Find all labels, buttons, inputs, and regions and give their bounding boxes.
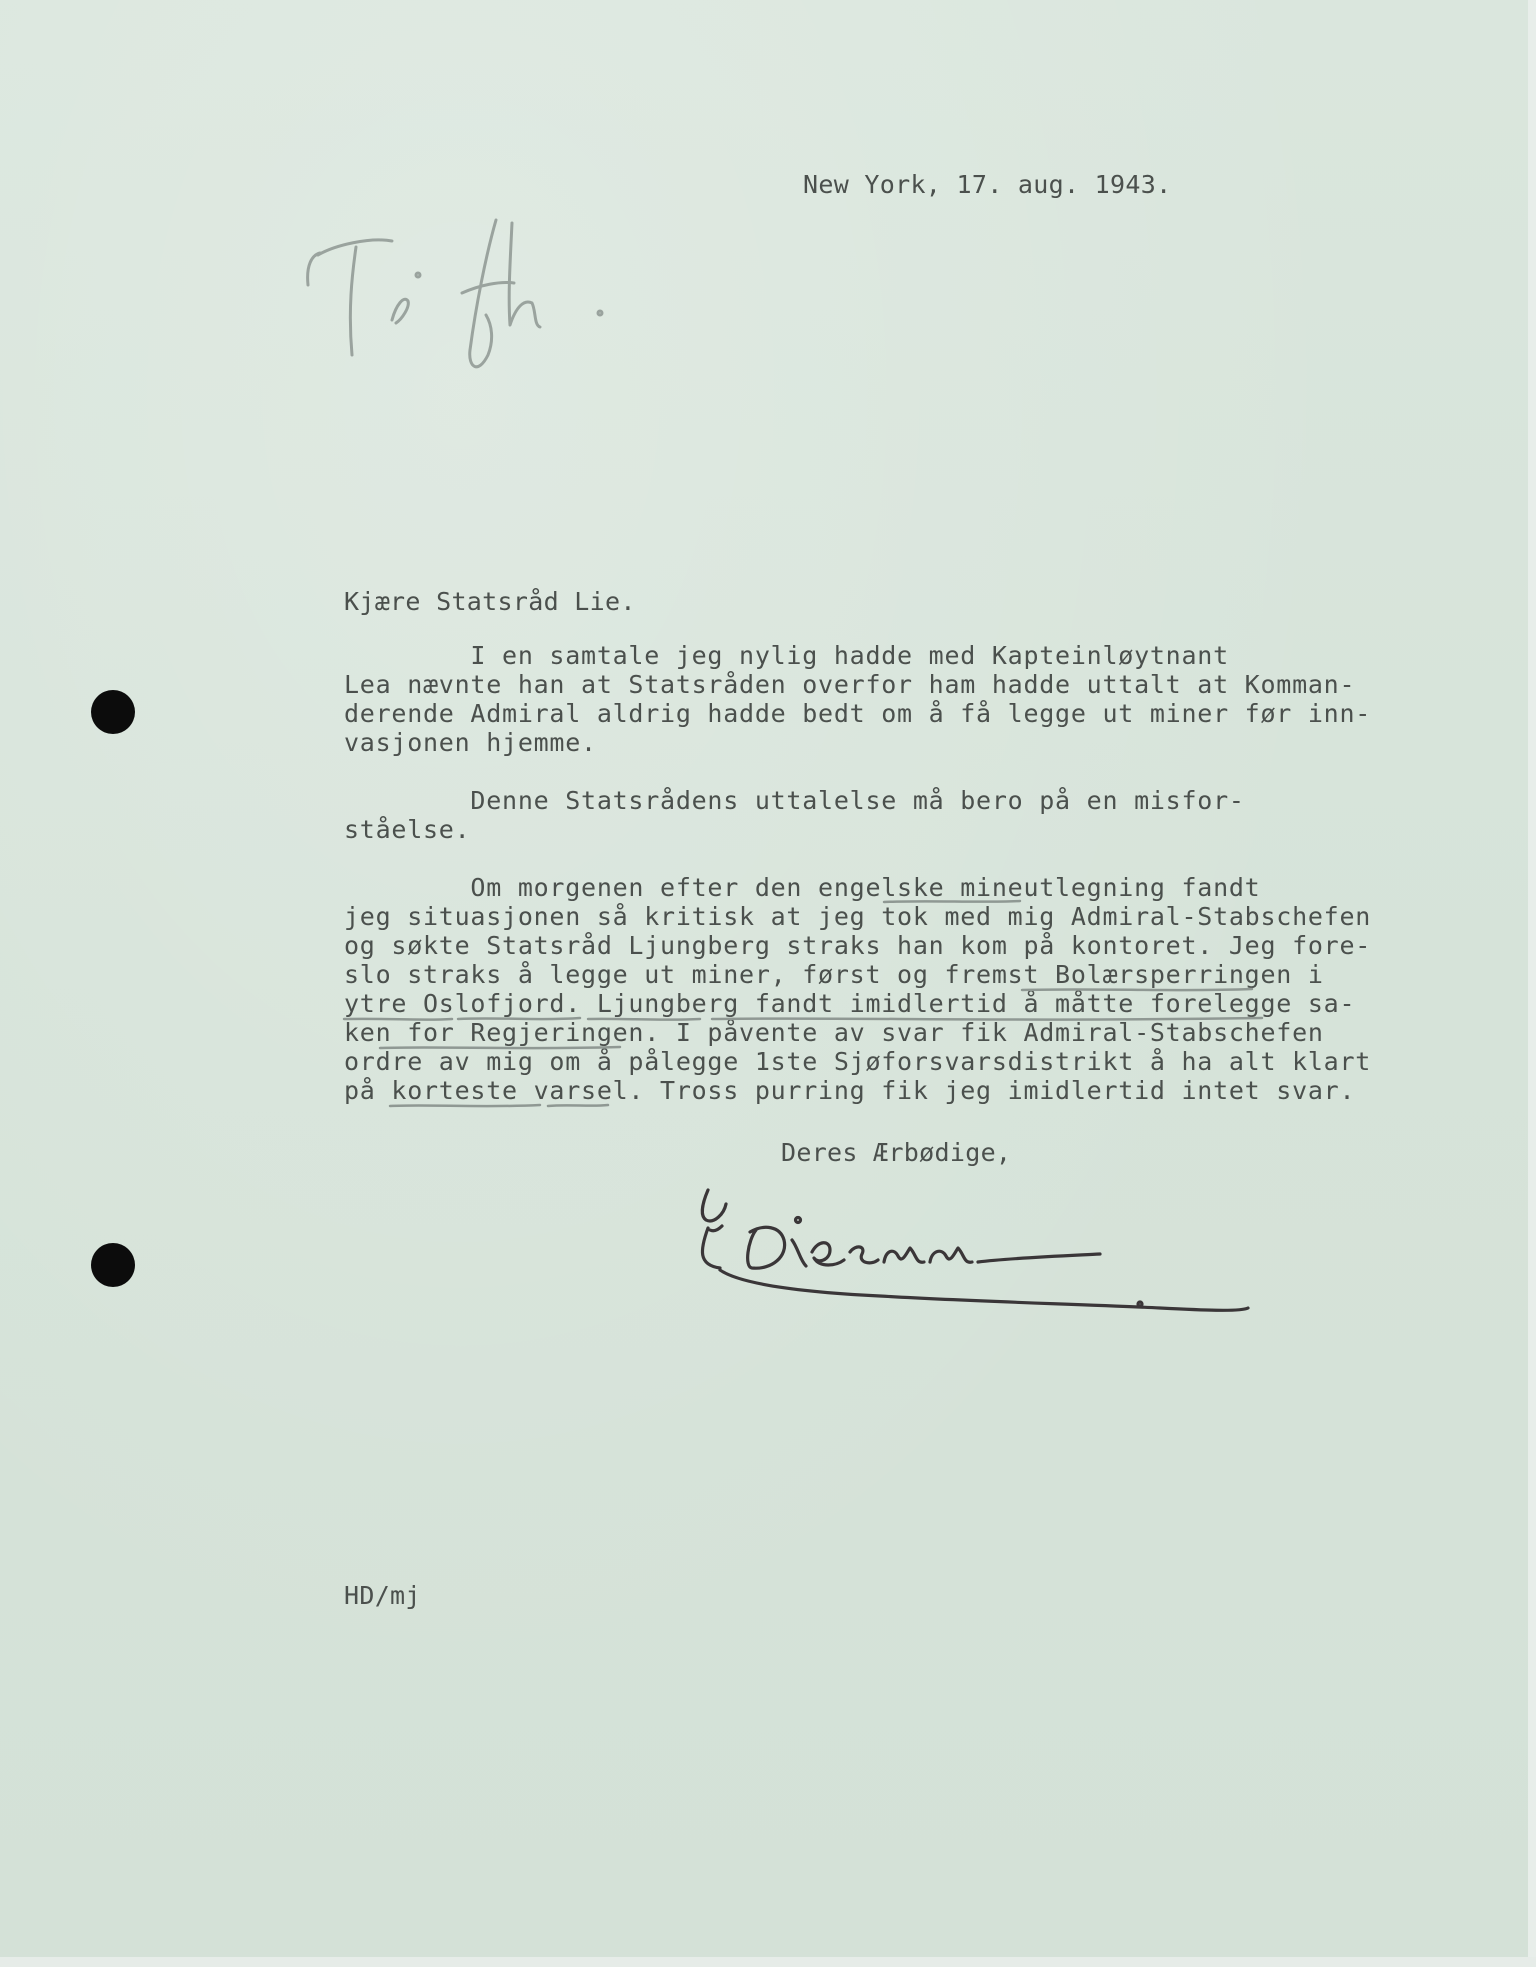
body-line: på korteste varsel. Tross purring fik jeg imidlertid intet svar. xyxy=(344,1076,1356,1105)
place-date: New York, 17. aug. 1943. xyxy=(803,170,1172,199)
reference-initials: HD/mj xyxy=(344,1581,421,1610)
body-line: ytre Oslofjord. Ljungberg fandt imidlertid å måtte forelegge sa- xyxy=(344,989,1356,1018)
body-line: og søkte Statsråd Ljungberg straks han kom på kontoret. Jeg fore- xyxy=(344,931,1372,960)
closing: Deres Ærbødige, xyxy=(781,1138,1012,1167)
signature xyxy=(680,1170,1260,1320)
body-line: derende Admiral aldrig hadde bedt om å få legge ut miner før inn- xyxy=(344,699,1372,728)
body-line: Denne Statsrådens uttalelse må bero på en misfor- xyxy=(344,786,1245,815)
salutation: Kjære Statsråd Lie. xyxy=(344,587,636,616)
body-line: vasjonen hjemme. xyxy=(344,728,597,757)
body-line: Om morgenen efter den engelske mineutlegning fandt xyxy=(344,873,1261,902)
body-line: ståelse. xyxy=(344,815,471,844)
body-line: Lea nævnte han at Statsråden overfor ham hadde uttalt at Komman- xyxy=(344,670,1356,699)
body-line: ordre av mig om å pålegge 1ste Sjøforsvarsdistrikt å ha alt klart xyxy=(344,1047,1372,1076)
body-line: ken for Regjeringen. I påvente av svar fik Admiral-Stabschefen xyxy=(344,1018,1324,1047)
body-line: I en samtale jeg nylig hadde med Kapteinløytnant xyxy=(344,641,1229,670)
body-line: slo straks å legge ut miner, først og fremst Bolærsperringen i xyxy=(344,960,1324,989)
body-line: jeg situasjonen så kritisk at jeg tok med mig Admiral-Stabschefen xyxy=(344,902,1372,931)
